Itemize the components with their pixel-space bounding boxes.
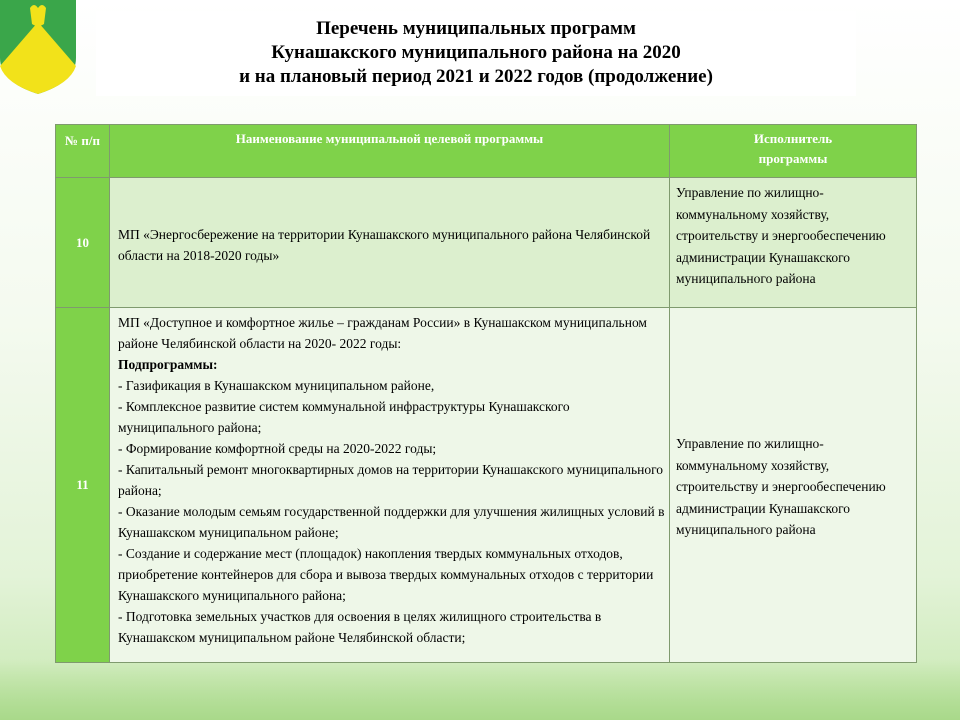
title-line-2: Кунашакского муниципального района на 2020 [271,42,681,63]
header-executor [670,125,917,178]
program-name: МП «Энергосбережение на территории Кунашакского муниципального района Челябинской области на 2018-2020 годы» [110,178,670,308]
bottom-gradient-band [0,660,960,720]
subprograms-heading: Подпрограммы: [118,357,218,372]
row-number: 10 [56,178,110,308]
header-number: № п/п [56,125,110,178]
row-number: 11 [56,308,110,663]
program-name-cell [110,308,670,663]
subprogram-item: - Оказание молодым семьям государственной поддержки для улучшения жилищных условий в Кунашакском муниципальном районе; [118,504,665,540]
header-executor-line1: Исполнитель [753,131,833,146]
title-line-3: и на плановый период 2021 и 2022 годов (продолжение) [239,66,713,87]
program-name: МП «Доступное и комфортное жилье – гражданам России» в Кунашакском муниципальном районе Челябинской области на 2020- 2022 годы: [118,315,647,351]
table-row [56,308,917,663]
subprogram-item: - Комплексное развитие систем коммунальной инфраструктуры Кунашакского муниципального района; [118,399,570,435]
table-row [56,178,917,308]
table-header-row [56,125,917,178]
header-name: Наименование муниципальной целевой программы [110,125,670,178]
subprogram-item: - Формирование комфортной среды на 2020-2022 годы; [118,441,437,456]
page-title [96,11,856,96]
programs-table [55,124,917,663]
program-executor: Управление по жилищно-коммунальному хозяйству, строительству и энергообеспечению администрации Кунашакского муниципального района [670,178,917,308]
program-executor: Управление по жилищно-коммунальному хозяйству, строительству и энергообеспечению администрации Кунашакского муниципального района [670,308,917,663]
title-line-1: Перечень муниципальных программ [316,18,636,39]
subprogram-item: - Капитальный ремонт многоквартирных домов на территории Кунашакского муниципального района; [118,462,664,498]
subprogram-item: - Газификация в Кунашакском муниципальном районе, [118,378,435,393]
coat-of-arms-icon [0,0,76,96]
subprogram-item: - Создание и содержание мест (площадок) накопления твердых коммунальных отходов, приобретение контейнеров для сбора и вывоза твердых коммунальных отходов с территории Кунашакского муниципального района; [118,546,654,603]
header-executor-line2: программы [758,151,828,166]
subprogram-item: - Подготовка земельных участков для освоения в целях жилищного строительства в Кунашакском муниципальном районе Челябинской области; [118,609,602,645]
